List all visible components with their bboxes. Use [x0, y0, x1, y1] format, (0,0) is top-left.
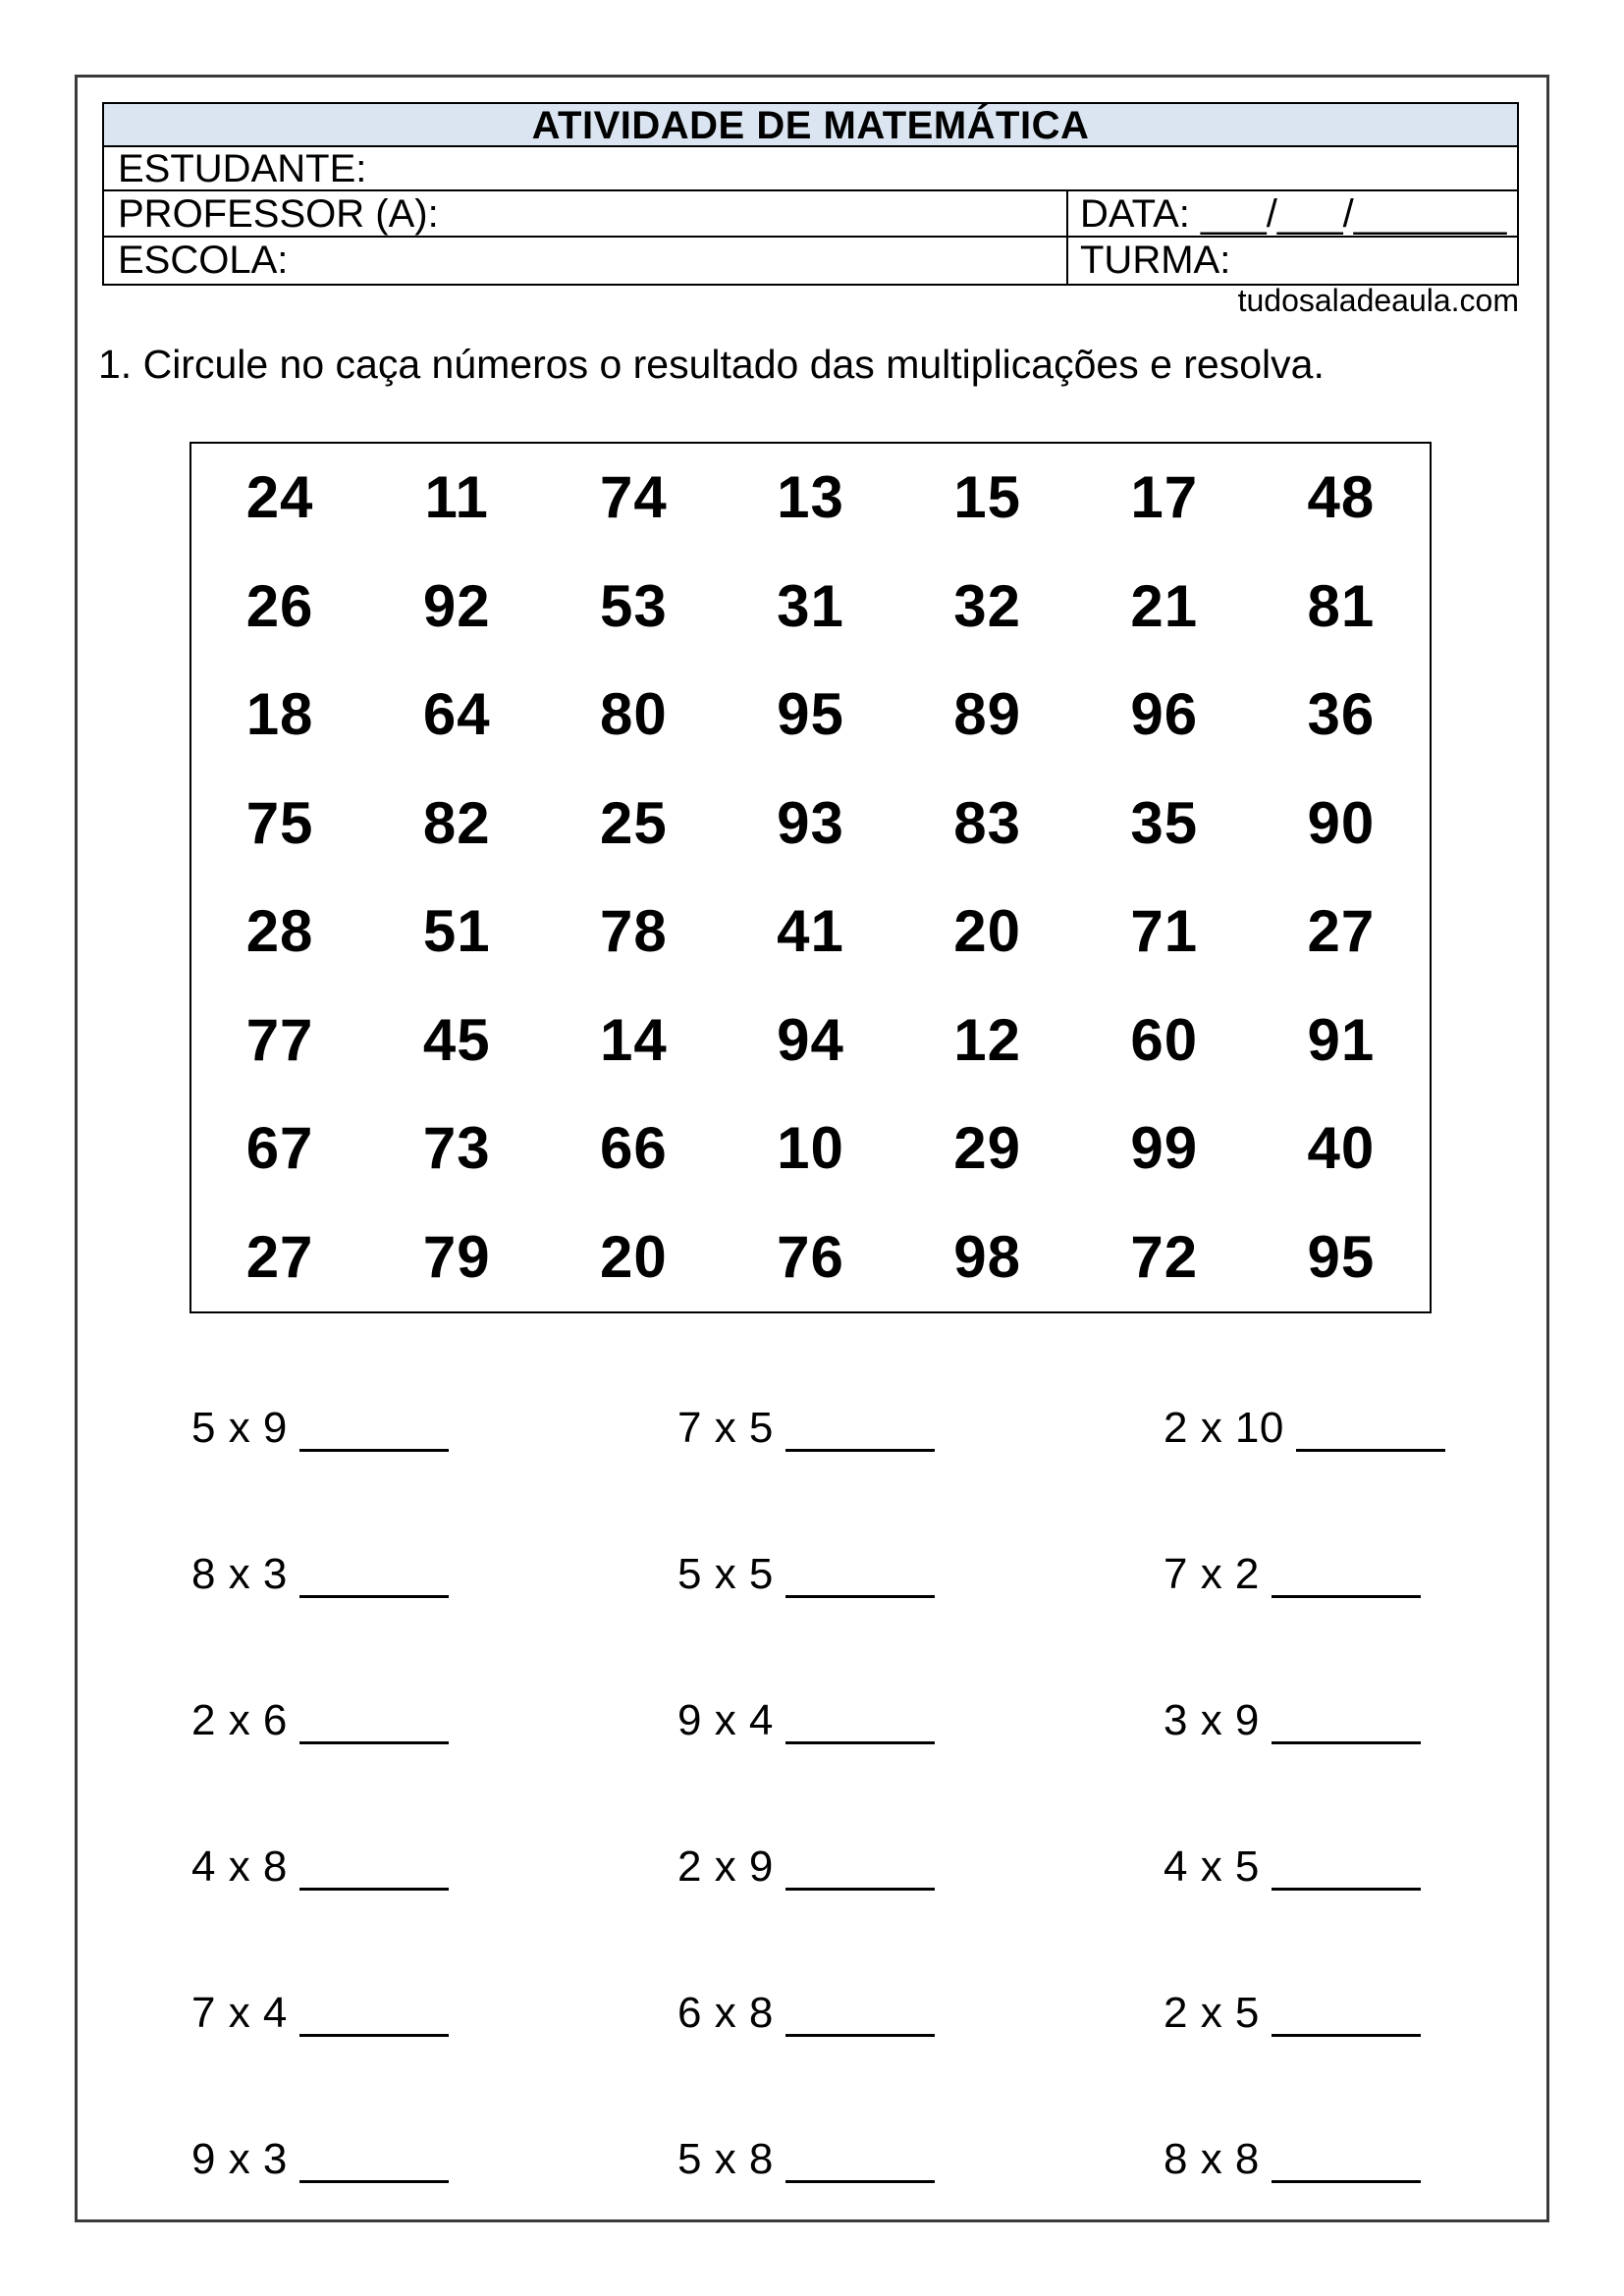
school-field	[104, 238, 1068, 284]
problem-expression: 8 x 8	[1164, 2134, 1260, 2183]
grid-number[interactable]: 28	[245, 898, 314, 965]
answer-blank[interactable]	[299, 2033, 449, 2037]
grid-number[interactable]: 25	[599, 789, 668, 856]
student-field	[104, 147, 1517, 191]
grid-number[interactable]: 64	[422, 681, 491, 748]
date-label: DATA:	[1080, 192, 1190, 236]
answer-blank[interactable]	[1272, 1740, 1421, 1744]
class-label: TURMA:	[1080, 239, 1231, 282]
grid-number[interactable]: 20	[599, 1223, 668, 1290]
multiplication-problem	[191, 1696, 449, 1745]
grid-number[interactable]: 98	[953, 1223, 1021, 1290]
answer-blank[interactable]	[785, 1594, 935, 1598]
grid-number[interactable]: 29	[953, 1115, 1021, 1182]
multiplication-problem	[677, 1550, 935, 1599]
grid-number[interactable]: 74	[599, 464, 668, 531]
grid-number[interactable]: 35	[1130, 789, 1199, 856]
exercise-instruction: 1. Circule no caça números o resultado das multiplicações e resolva.	[98, 342, 1325, 387]
multiplication-problem	[677, 1696, 935, 1745]
grid-number[interactable]: 95	[777, 681, 844, 748]
grid-number[interactable]: 27	[245, 1223, 314, 1290]
grid-number[interactable]: 93	[777, 789, 844, 856]
grid-number[interactable]: 66	[599, 1115, 668, 1182]
problem-expression: 9 x 4	[677, 1695, 774, 1744]
grid-number[interactable]: 13	[777, 464, 844, 531]
problem-expression: 7 x 4	[191, 1988, 288, 2037]
answer-blank[interactable]	[299, 1448, 449, 1452]
grid-number[interactable]: 89	[953, 681, 1021, 748]
multiplication-problem	[677, 2135, 935, 2184]
number-search-grid	[189, 442, 1432, 1313]
grid-number[interactable]: 15	[953, 464, 1021, 531]
grid-number[interactable]: 78	[599, 898, 668, 965]
grid-number[interactable]: 31	[777, 572, 844, 639]
grid-number[interactable]: 32	[953, 572, 1021, 639]
watermark: tudosaladeaula.com	[1237, 283, 1519, 318]
problem-expression: 2 x 9	[677, 1842, 774, 1891]
multiplication-problem	[1164, 1696, 1421, 1745]
header-table	[102, 102, 1519, 286]
grid-number[interactable]: 82	[422, 789, 491, 856]
grid-number[interactable]: 24	[245, 464, 314, 531]
grid-number[interactable]: 81	[1307, 572, 1376, 639]
grid-number[interactable]: 40	[1307, 1115, 1376, 1182]
grid-number[interactable]: 26	[245, 572, 314, 639]
multiplication-problem	[191, 1550, 449, 1599]
multiplication-problem	[677, 1404, 935, 1453]
grid-number[interactable]: 48	[1307, 464, 1376, 531]
problem-expression: 7 x 2	[1164, 1549, 1260, 1598]
date-field	[1068, 191, 1517, 236]
answer-blank[interactable]	[299, 1887, 449, 1891]
date-blank: ___/___/_______	[1200, 192, 1507, 236]
grid-number[interactable]: 60	[1130, 1006, 1199, 1073]
grid-number[interactable]: 75	[245, 789, 314, 856]
teacher-label: PROFESSOR (A):	[118, 192, 439, 236]
class-field	[1068, 238, 1517, 284]
grid-number[interactable]: 83	[953, 789, 1021, 856]
student-label: ESTUDANTE:	[118, 147, 367, 190]
grid-number[interactable]: 53	[599, 572, 668, 639]
problem-expression: 3 x 9	[1164, 1695, 1260, 1744]
grid-number[interactable]: 17	[1130, 464, 1199, 531]
multiplication-problem	[1164, 1842, 1421, 1892]
answer-blank[interactable]	[785, 2179, 935, 2183]
problem-expression: 7 x 5	[677, 1403, 774, 1452]
grid-number[interactable]: 20	[953, 898, 1021, 965]
problem-expression: 4 x 8	[191, 1842, 288, 1891]
grid-number[interactable]: 91	[1307, 1006, 1376, 1073]
problem-expression: 8 x 3	[191, 1549, 288, 1598]
grid-number[interactable]: 11	[424, 464, 489, 531]
answer-blank[interactable]	[785, 2033, 935, 2037]
answer-blank[interactable]	[299, 1740, 449, 1744]
answer-blank[interactable]	[785, 1740, 935, 1744]
answer-blank[interactable]	[299, 1594, 449, 1598]
problem-expression: 2 x 6	[191, 1695, 288, 1744]
problem-expression: 5 x 9	[191, 1403, 288, 1452]
multiplication-problem	[1164, 2135, 1421, 2184]
multiplication-problem	[1164, 1989, 1421, 2038]
school-class-row	[104, 238, 1517, 284]
grid-number[interactable]: 94	[777, 1006, 844, 1073]
grid-number[interactable]: 41	[777, 898, 844, 965]
grid-number[interactable]: 79	[422, 1223, 491, 1290]
answer-blank[interactable]	[785, 1448, 935, 1452]
multiplication-problem	[191, 2135, 449, 2184]
answer-blank[interactable]	[1272, 1594, 1421, 1598]
school-label: ESCOLA:	[118, 239, 289, 282]
grid-number[interactable]: 14	[599, 1006, 668, 1073]
multiplication-problem	[191, 1989, 449, 2038]
teacher-date-row	[104, 191, 1517, 238]
grid-number[interactable]: 27	[1307, 898, 1376, 965]
grid-number[interactable]: 10	[777, 1115, 844, 1182]
multiplication-problem	[1164, 1404, 1445, 1453]
grid-number[interactable]: 92	[422, 572, 491, 639]
problem-expression: 2 x 5	[1164, 1988, 1260, 2037]
answer-blank[interactable]	[1272, 2033, 1421, 2037]
answer-blank[interactable]	[1272, 1887, 1421, 1891]
grid-number[interactable]: 73	[422, 1115, 491, 1182]
grid-number[interactable]: 21	[1130, 572, 1199, 639]
grid-number[interactable]: 36	[1307, 681, 1376, 748]
grid-number[interactable]: 90	[1307, 789, 1376, 856]
problem-expression: 5 x 8	[677, 2134, 774, 2183]
answer-blank[interactable]	[299, 2179, 449, 2183]
worksheet-title: ATIVIDADE DE MATEMÁTICA	[104, 104, 1517, 147]
grid-number[interactable]: 51	[422, 898, 491, 965]
grid-number[interactable]: 76	[777, 1223, 844, 1290]
grid-number[interactable]: 12	[953, 1006, 1021, 1073]
grid-number[interactable]: 72	[1130, 1223, 1199, 1290]
teacher-field	[104, 191, 1068, 236]
multiplication-problem	[191, 1404, 449, 1453]
grid-number[interactable]: 77	[245, 1006, 314, 1073]
answer-blank[interactable]	[785, 1887, 935, 1891]
grid-number[interactable]: 96	[1130, 681, 1199, 748]
multiplication-problem	[677, 1989, 935, 2038]
multiplication-problem	[1164, 1550, 1421, 1599]
grid-number[interactable]: 99	[1130, 1115, 1199, 1182]
answer-blank[interactable]	[1296, 1448, 1445, 1452]
problem-expression: 5 x 5	[677, 1549, 774, 1598]
grid-number[interactable]: 80	[599, 681, 668, 748]
problem-expression: 6 x 8	[677, 1988, 774, 2037]
multiplication-problems	[191, 1355, 1512, 2232]
multiplication-problem	[191, 1842, 449, 1892]
answer-blank[interactable]	[1272, 2179, 1421, 2183]
problem-expression: 2 x 10	[1164, 1403, 1284, 1452]
grid-number[interactable]: 67	[245, 1115, 314, 1182]
problem-expression: 9 x 3	[191, 2134, 288, 2183]
problem-expression: 4 x 5	[1164, 1842, 1260, 1891]
grid-number[interactable]: 71	[1130, 898, 1199, 965]
multiplication-problem	[677, 1842, 935, 1892]
grid-number[interactable]: 45	[422, 1006, 491, 1073]
grid-number[interactable]: 18	[245, 681, 314, 748]
grid-number[interactable]: 95	[1307, 1223, 1376, 1290]
